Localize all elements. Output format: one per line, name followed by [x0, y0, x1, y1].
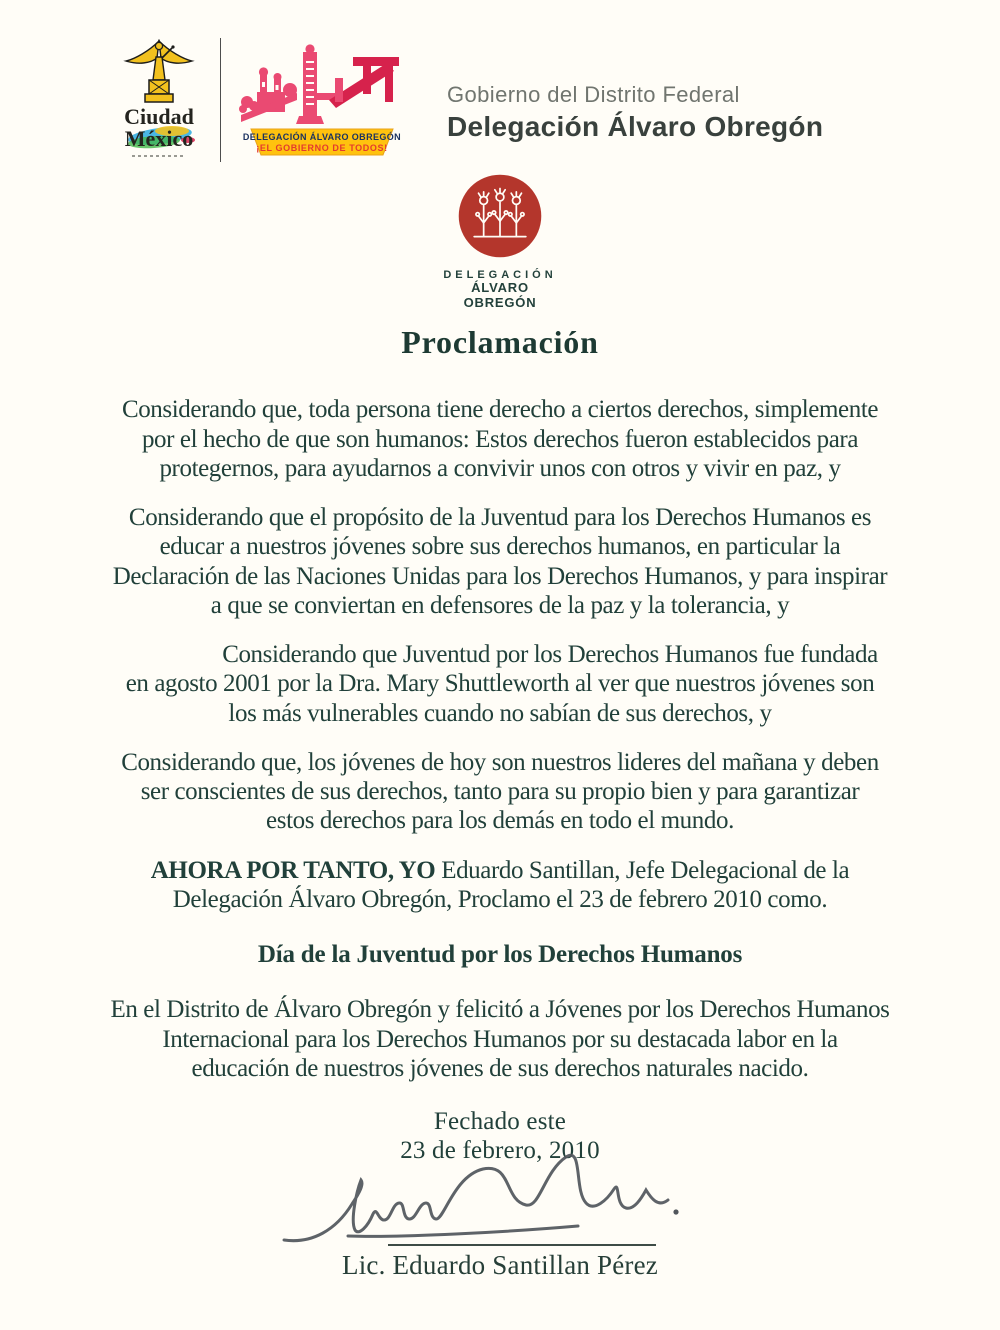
decree-rest-text: Eduardo Santillan, Jefe Delegacional de la Delegación Álvaro Obregón, Proclamo el 23 de febrero 2010 como.	[172, 856, 850, 913]
dateline-line1: Fechado este	[433, 1108, 567, 1136]
seal-caption-line3: OBREGÓN	[463, 294, 537, 310]
paragraph-whereas-3: Considerando que Juventud por los Derechos Humanos fue fundada en agosto 2001 por la Dra. Mary Shuttleworth al ver que nuestros jóvenes son los más vulnerables cuando no sabían de sus derechos, y	[125, 641, 878, 727]
signature-rule	[388, 1244, 656, 1246]
seal-caption-line1: DELEGACIÓN	[443, 269, 557, 281]
header-wordmark	[447, 36, 823, 143]
ciudad-word: Ciudad	[124, 104, 194, 129]
paragraph-whereas-1: Considerando que, toda persona tiene derecho a ciertos derechos, simplemente por el hecho de que son humanos: Estos derechos fueron establecidos para protegernos, para ayudarnos a convivir unos con otros y vivir en paz, y	[121, 396, 879, 482]
seal-caption	[0, 269, 1000, 310]
signature-block	[0, 1140, 1000, 1290]
seal-caption-line2: ÁLVARO	[471, 280, 529, 296]
document-body	[54, 395, 946, 1165]
paragraph-whereas-2: Considerando que el propósito de la Juventud para los Derechos Humanos es educar a nuestros jóvenes sobre sus derechos humanos, en particular la Declaración de las Naciones Unidas para los Derechos Humanos, y para inspirar a que se conviertan en defensores de la paz y la tolerancia, y	[112, 504, 888, 619]
seal	[0, 173, 1000, 310]
paragraph-decree	[54, 856, 946, 915]
mexico-word: México	[124, 126, 194, 151]
signature-scrawl-icon	[278, 1142, 688, 1252]
ao-banner-line2: ¡EL GOBIERNO DE TODOS!	[256, 143, 388, 153]
angel-independencia-icon	[110, 36, 208, 166]
ciudad-mexico-logo	[110, 36, 208, 171]
header	[110, 36, 1000, 171]
delegacion-ao-logo	[237, 36, 405, 163]
delegation-name: Delegación Álvaro Obregón	[447, 111, 824, 142]
dateline-line2: 23 de febrero, 2010	[400, 1137, 600, 1165]
header-divider	[220, 38, 221, 162]
page-title: Proclamación	[401, 324, 599, 361]
seal-icon	[457, 173, 543, 259]
ao-skyline-icon	[237, 36, 405, 158]
paragraph-closing: En el Distrito de Álvaro Obregón y felicitó a Jóvenes por los Derechos Humanos Internacional para los Derechos Humanos por su destacada labor en la educación de nuestros jóvenes de sus derechos naturales nacido.	[110, 996, 890, 1082]
paragraph-whereas-4: Considerando que, los jóvenes de hoy son nuestros lideres del mañana y deben ser conscientes de sus derechos, tanto para su propio bien y para garantizar estos derechos para los demás en todo el mundo.	[121, 748, 879, 835]
signatory-name: Lic. Eduardo Santillan Pérez	[342, 1249, 658, 1280]
ao-banner-line1: DELEGACIÓN ÁLVARO OBREGÓN	[242, 132, 402, 142]
government-line: Gobierno del Distrito Federal	[447, 82, 740, 107]
decree-bold-text: AHORA POR TANTO, YO	[150, 856, 436, 884]
day-heading: Día de la Juventud por los Derechos Humanos	[257, 941, 743, 969]
proclamation-document	[0, 36, 1000, 1330]
